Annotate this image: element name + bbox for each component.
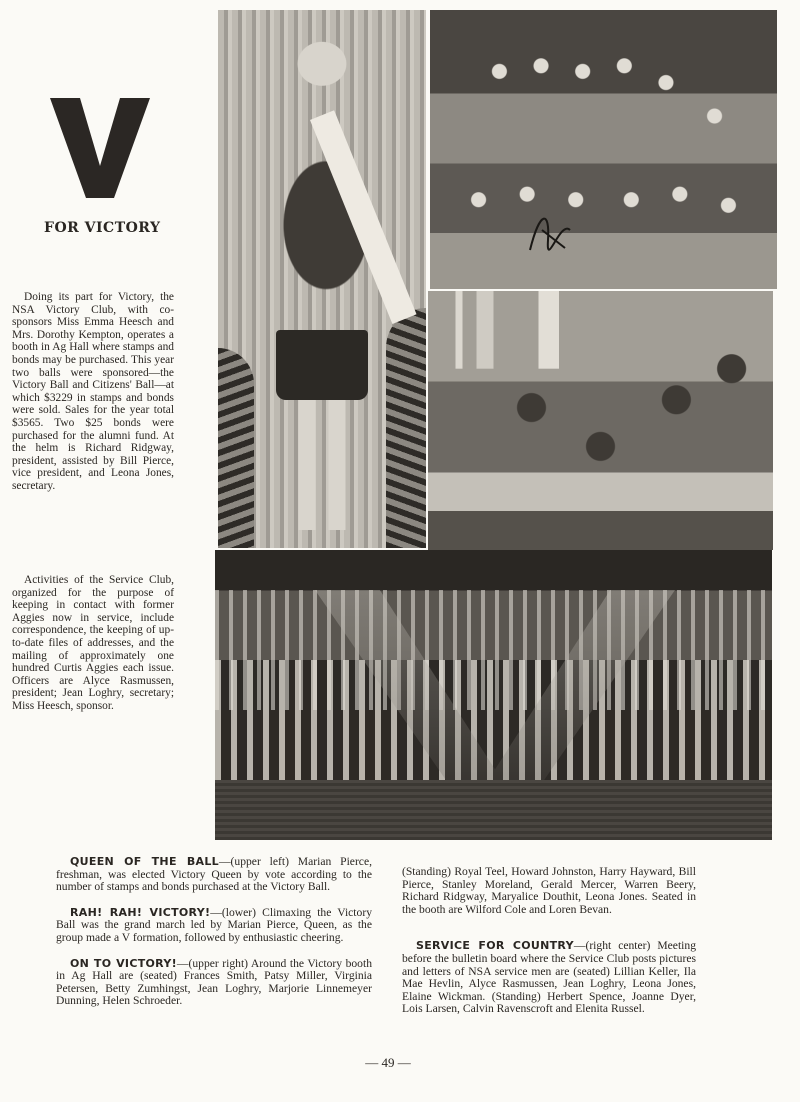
curtain-left [218,348,254,548]
caption-body: (Standing) Royal Teel, Howard Johnston, Harry Hayward, Bill Pierce, Stanley Moreland, Gerald Mercer, Warren Beery, Richard Ridgway, Maryalice Douthit, Leona Jones. Seated in the booth are Wilford Cole and Loren Bevan. [402,865,696,916]
caption-rah-rah [56,907,372,945]
caption-body: —(upper right) Around the Victory booth in Ag Hall are (seated) Frances Smith, Patsy Miller, Virginia Petersen, Betty Zumhingst, Jean Loghry, Marjorie Linnemeyer Dunning, Helen Schroeder. [56,956,372,1008]
victory-sash [310,110,417,324]
photo-victory-booth [430,10,777,289]
caption-service-for-country [402,940,696,1016]
caption-on-to-victory-continued [402,866,696,916]
queen-skirt [276,330,368,400]
victory-club-paragraph: Doing its part for Victory, the NSA Victory Club, with co-sponsors Miss Emma Heesch and Mrs. Dorothy Kempton, operates a booth in Ag Hall where stamps and bonds may be purchased. This year two balls were sponsored—the Victory Ball and Citizens' Ball—at which $3229 in stamps and bonds were sold. Sales for the year total $3565. Two $25 bonds were purchased for the alumni fund. At the helm is Richard Ridgway, president, assisted by Bill Pierce, vice president, and Leona Jones, secretary. [12,291,174,492]
caption-body: —(upper left) Marian Pierce, freshman, was elected Victory Queen by vote according to the number of stamps and bonds purchased at the Victory Ball. [56,855,372,894]
autograph-scribble [520,200,580,260]
photo-grand-march [215,550,772,840]
captions-column-left [56,856,372,1021]
caption-queen [56,856,372,894]
page-number: — 49 — [365,1055,411,1070]
photo-victory-queen [218,10,426,548]
curtain-right [386,308,426,548]
caption-on-to-victory [56,958,372,1008]
queen-legs [294,400,350,530]
caption-heading: QUEEN OF THE BALL [70,855,219,868]
caption-body: —(right center) Meeting before the bulletin board where the Service Club posts pictures and letters of NSA service men are (seated) Lillian Keller, Ila Mae Hevlin, Alyce Rasmussen, Jean Loghry, Leona Jones, Elaine Wickman. (Standing) Herbert Spence, Joanne Dyer, Lois Larsen, Calvin Ravenscroft and Elenita Russel. [402,939,696,1016]
service-club-paragraph: Activities of the Service Club, organized for the purpose of keeping in contact with former Aggies now in service, include correspondence, the keeping of up-to-date files of addresses, and the mailing of approximately one hundred Curtis Aggies each issue. Officers are Alyce Rasmussen, president; Jean Loghry, secretary; Miss Heesch, sponsor. [12,574,174,712]
letter-v-glyph [50,98,150,198]
captions-column-right [402,866,696,1029]
page-heading: FOR VICTORY [44,220,161,236]
caption-heading: RAH! RAH! VICTORY! [70,905,211,919]
big-letter-v [50,98,150,198]
caption-body: —(lower) Climaxing the Victory Ball was the grand march led by Marian Pierce, Queen, as the group made a V formation, followed by enthusiastic cheering. [56,905,372,944]
caption-heading: ON TO VICTORY! [70,956,177,970]
photo-service-club [428,291,773,550]
caption-heading: SERVICE FOR COUNTRY [416,939,574,953]
ballroom-floor [215,780,772,840]
